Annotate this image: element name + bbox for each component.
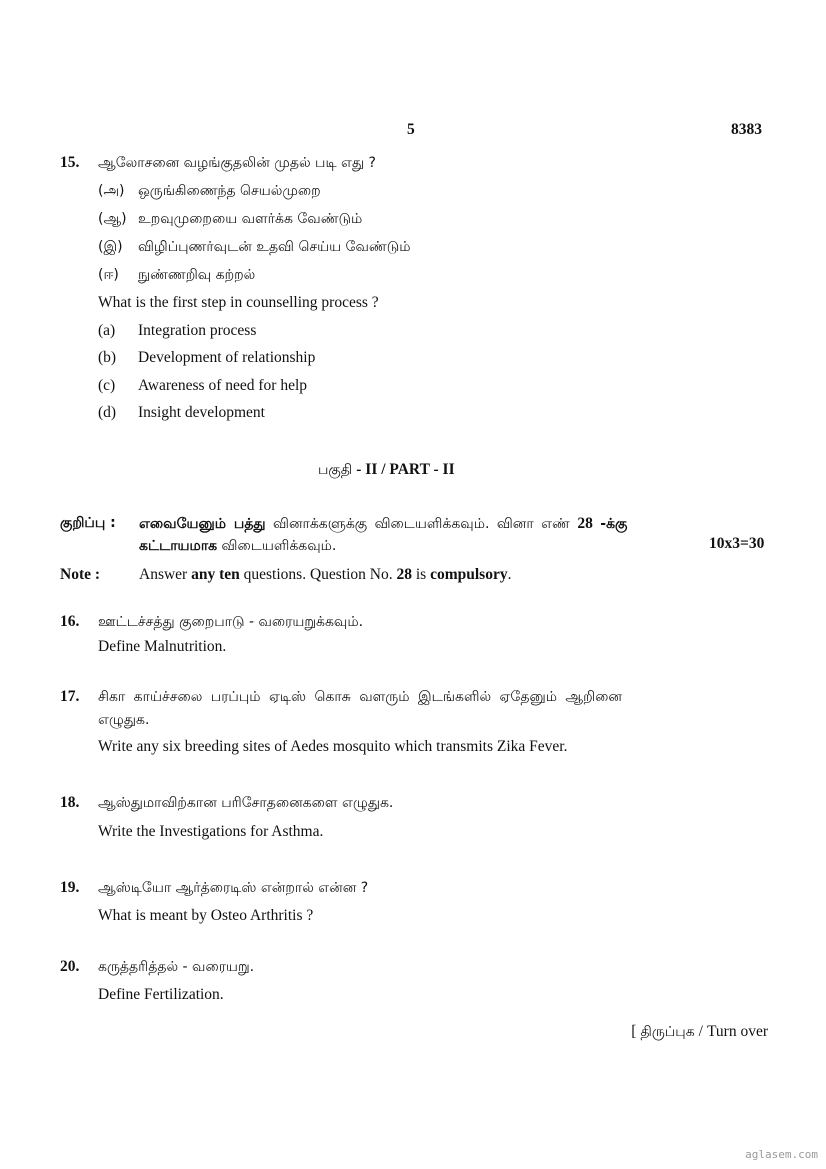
tamil-note-line2 bbox=[139, 538, 336, 556]
question-text-tamil: ஊட்டச்சத்து குறைபாடு - வரையறுக்கவும். bbox=[98, 614, 364, 630]
question-text-english: Define Fertilization. bbox=[98, 986, 224, 1003]
tamil-note-mid: வினாக்களுக்கு விடையளிக்கவும். வினா எண் bbox=[273, 516, 570, 532]
marks-distribution: 10x3=30 bbox=[709, 535, 765, 552]
english-note-label: Note : bbox=[60, 566, 101, 583]
question-text-english: What is the first step in counselling process ? bbox=[98, 294, 379, 311]
option-english-d bbox=[98, 404, 265, 422]
option-text: Development of relationship bbox=[138, 349, 316, 366]
paper-code: 8383 bbox=[731, 121, 762, 138]
english-note-text bbox=[139, 566, 511, 584]
tamil-note-end: விடையளிக்கவும். bbox=[221, 538, 337, 554]
turn-over-note bbox=[631, 1023, 768, 1042]
question-number: 19. bbox=[60, 879, 80, 896]
question-text-tamil: ஆலோசனை வழங்குதலின் முதல் படி எது ? bbox=[98, 155, 376, 171]
option-text: உறவுமுறையை வளர்க்க வேண்டும் bbox=[138, 211, 363, 227]
question-text-english: Define Malnutrition. bbox=[98, 638, 227, 655]
question-no-28: 28 bbox=[577, 515, 593, 532]
part-heading-english: - II / PART - II bbox=[356, 461, 455, 478]
option-label: (இ) bbox=[98, 239, 123, 255]
option-label: (d) bbox=[98, 404, 117, 421]
tamil-note-line1 bbox=[139, 515, 627, 534]
question-text-english: Write the Investigations for Asthma. bbox=[98, 823, 324, 840]
part-heading-tamil: பகுதி bbox=[318, 462, 353, 478]
option-english-a bbox=[98, 322, 256, 340]
option-label: (b) bbox=[98, 349, 117, 366]
question-text-english: Write any six breeding sites of Aedes mosquito which transmits Zika Fever. bbox=[98, 738, 568, 755]
footer-separator: / bbox=[698, 1023, 703, 1040]
option-tamil-b bbox=[98, 211, 362, 229]
question-text-tamil-line1: சிகா காய்ச்சலை பரப்பும் ஏடிஸ் கொசு வளரும் இடங்களில் ஏதேனும் ஆறினை bbox=[98, 689, 622, 705]
question-number: 17. bbox=[60, 688, 80, 705]
tamil-note-label: குறிப்பு : bbox=[60, 515, 116, 531]
question-number: 20. bbox=[60, 958, 80, 975]
watermark-text: aglasem.com bbox=[745, 1148, 818, 1161]
any-ten-tamil: எவையேனும் பத்து bbox=[139, 516, 266, 532]
tamil-note-suffix: -க்கு bbox=[600, 516, 628, 532]
question-text-tamil: ஆஸ்துமாவிற்கான பரிசோதனைகளை எழுதுக. bbox=[98, 795, 394, 811]
option-tamil-a bbox=[98, 183, 321, 201]
note-any-ten: any ten bbox=[191, 566, 240, 583]
option-english-b bbox=[98, 349, 315, 367]
option-label: (a) bbox=[98, 322, 116, 339]
question-text-tamil-line2: எழுதுக. bbox=[98, 712, 150, 728]
option-text: Integration process bbox=[138, 322, 257, 339]
note-part: questions. Question No. bbox=[243, 566, 393, 583]
note-part: is bbox=[415, 566, 427, 583]
note-question-number: 28 bbox=[396, 566, 412, 583]
question-text-english: What is meant by Osteo Arthritis ? bbox=[98, 907, 314, 924]
option-label: (ஆ) bbox=[98, 211, 127, 227]
option-tamil-d bbox=[98, 267, 255, 285]
part-heading bbox=[318, 461, 455, 480]
note-part: Answer bbox=[139, 566, 188, 583]
turn-over-tamil: திருப்புக bbox=[640, 1024, 695, 1040]
option-text: Awareness of need for help bbox=[138, 377, 308, 394]
note-part: . bbox=[507, 566, 512, 583]
option-text: ஒருங்கிணைந்த செயல்முறை bbox=[138, 183, 321, 199]
option-tamil-c bbox=[98, 239, 410, 257]
option-english-c bbox=[98, 377, 307, 395]
question-number: 15. bbox=[60, 154, 80, 171]
option-label: (அ) bbox=[98, 183, 125, 199]
option-text: Insight development bbox=[138, 404, 265, 421]
option-text: நுண்ணறிவு கற்றல் bbox=[138, 267, 256, 283]
question-number: 16. bbox=[60, 613, 80, 630]
question-text-tamil: ஆஸ்டியோ ஆர்த்ரைடிஸ் என்றால் என்ன ? bbox=[98, 880, 369, 896]
compulsory-tamil: கட்டாயமாக bbox=[139, 538, 218, 554]
question-number: 18. bbox=[60, 794, 80, 811]
turn-over-english: Turn over bbox=[706, 1023, 768, 1040]
footer-bracket: [ bbox=[631, 1023, 637, 1040]
option-label: (ஈ) bbox=[98, 267, 119, 283]
note-compulsory: compulsory bbox=[430, 566, 508, 583]
question-text-tamil: கருத்தரித்தல் - வரையறு. bbox=[98, 959, 255, 975]
page-number: 5 bbox=[407, 121, 415, 138]
option-label: (c) bbox=[98, 377, 116, 394]
option-text: விழிப்புணர்வுடன் உதவி செய்ய வேண்டும் bbox=[138, 239, 411, 255]
